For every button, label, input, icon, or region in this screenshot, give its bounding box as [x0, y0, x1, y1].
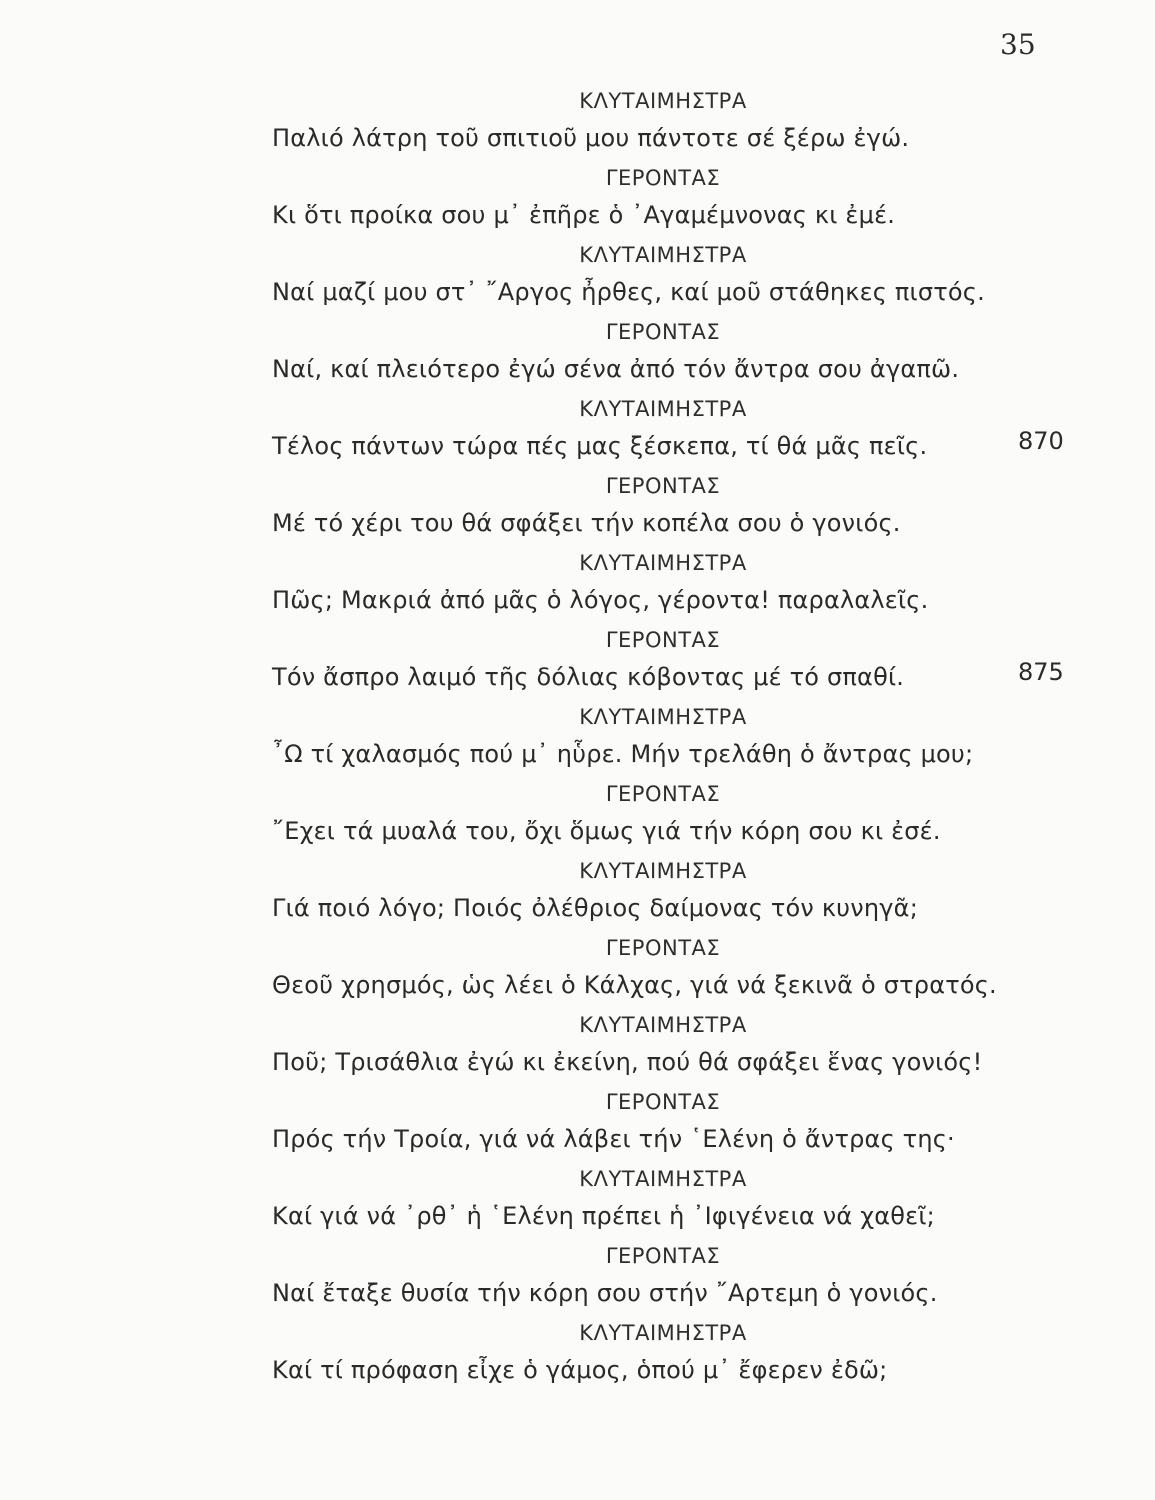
speaker-label: ΓΕΡΟΝΤΑΣ: [605, 1244, 721, 1268]
verse-line: Παλιό λάτρη τοῦ σπιτιοῦ μου πάντοτε σέ ξέρω ἐγώ.: [272, 124, 910, 152]
speaker-label: ΓΕΡΟΝΤΑΣ: [605, 166, 721, 190]
speaker-label: ΓΕΡΟΝΤΑΣ: [605, 1090, 721, 1114]
verse-line: ῏Ω τί χαλασμός πού μ᾽ ηὗρε. Μήν τρελάθη ὁ ἄντρας μου;: [272, 740, 974, 768]
speaker-label: ΚΛΥΤΑΙΜΗΣΤΡΑ: [579, 705, 747, 729]
verse-line: Θεοῦ χρησμός, ὡς λέει ὁ Κάλχας, γιά νά ξεκινᾶ ὁ στρατός.: [272, 971, 997, 999]
verse-line: Ποῦ; Τρισάθλια ἐγώ κι ἐκείνη, πού θά σφάξει ἕνας γονιός!: [272, 1048, 983, 1076]
verse-line: Πρός τήν Τροία, γιά νά λάβει τήν ῾Ελένη ὁ ἄντρας της·: [272, 1125, 955, 1153]
speaker-label: ΚΛΥΤΑΙΜΗΣΤΡΑ: [579, 89, 747, 113]
speaker-label: ΚΛΥΤΑΙΜΗΣΤΡΑ: [579, 551, 747, 575]
verse-line: Τέλος πάντων τώρα πές μας ξέσκεπα, τί θά μᾶς πεῖς.: [272, 432, 928, 460]
speaker-label: ΓΕΡΟΝΤΑΣ: [605, 474, 721, 498]
verse-line: Τόν ἄσπρο λαιμό τῆς δόλιας κόβοντας μέ τό σπαθί.: [272, 663, 905, 691]
line-number: 875: [1018, 658, 1064, 686]
verse-line: Καί τί πρόφαση εἶχε ὁ γάμος, ὁπού μ᾽ ἔφερεν ἐδῶ;: [272, 1356, 888, 1384]
speaker-label: ΚΛΥΤΑΙΜΗΣΤΡΑ: [579, 1013, 747, 1037]
speaker-label: ΚΛΥΤΑΙΜΗΣΤΡΑ: [579, 859, 747, 883]
speaker-label: ΚΛΥΤΑΙΜΗΣΤΡΑ: [579, 1167, 747, 1191]
speaker-label: ΚΛΥΤΑΙΜΗΣΤΡΑ: [579, 243, 747, 267]
verse-line: Γιά ποιό λόγο; Ποιός ὀλέθριος δαίμονας τόν κυνηγᾶ;: [272, 894, 918, 922]
verse-line: Μέ τό χέρι του θά σφάξει τήν κοπέλα σου ὁ γονιός.: [272, 509, 901, 537]
page-number: 35: [1000, 28, 1036, 61]
verse-line: Ναί ἔταξε θυσία τήν κόρη σου στήν ῎Αρτεμη ὁ γονιός.: [272, 1279, 938, 1307]
speaker-label: ΓΕΡΟΝΤΑΣ: [605, 782, 721, 806]
speaker-label: ΓΕΡΟΝΤΑΣ: [605, 936, 721, 960]
speaker-label: ΓΕΡΟΝΤΑΣ: [605, 628, 721, 652]
verse-line: Καί γιά νά ᾽ρθ᾽ ἡ ῾Ελένη πρέπει ἡ ᾽Ιφιγένεια νά χαθεῖ;: [272, 1202, 935, 1230]
verse-line: Πῶς; Μακριά ἀπό μᾶς ὁ λόγος, γέροντα! παραλαλεῖς.: [272, 586, 929, 614]
verse-line: Ναί, καί πλειότερο ἐγώ σένα ἀπό τόν ἄντρα σου ἀγαπῶ.: [272, 355, 960, 383]
speaker-label: ΚΛΥΤΑΙΜΗΣΤΡΑ: [579, 397, 747, 421]
speaker-label: ΚΛΥΤΑΙΜΗΣΤΡΑ: [579, 1321, 747, 1345]
speaker-label: ΓΕΡΟΝΤΑΣ: [605, 320, 721, 344]
verse-line: ῎Εχει τά μυαλά του, ὄχι ὅμως γιά τήν κόρη σου κι ἐσέ.: [272, 817, 941, 845]
verse-line: Ναί μαζί μου στ᾽ ῎Αργος ἦρθες, καί μοῦ στάθηκες πιστός.: [272, 278, 985, 306]
line-number: 870: [1018, 427, 1064, 455]
verse-line: Κι ὅτι προίκα σου μ᾽ ἐπῆρε ὁ ᾽Αγαμέμνονας κι ἐμέ.: [272, 201, 896, 229]
